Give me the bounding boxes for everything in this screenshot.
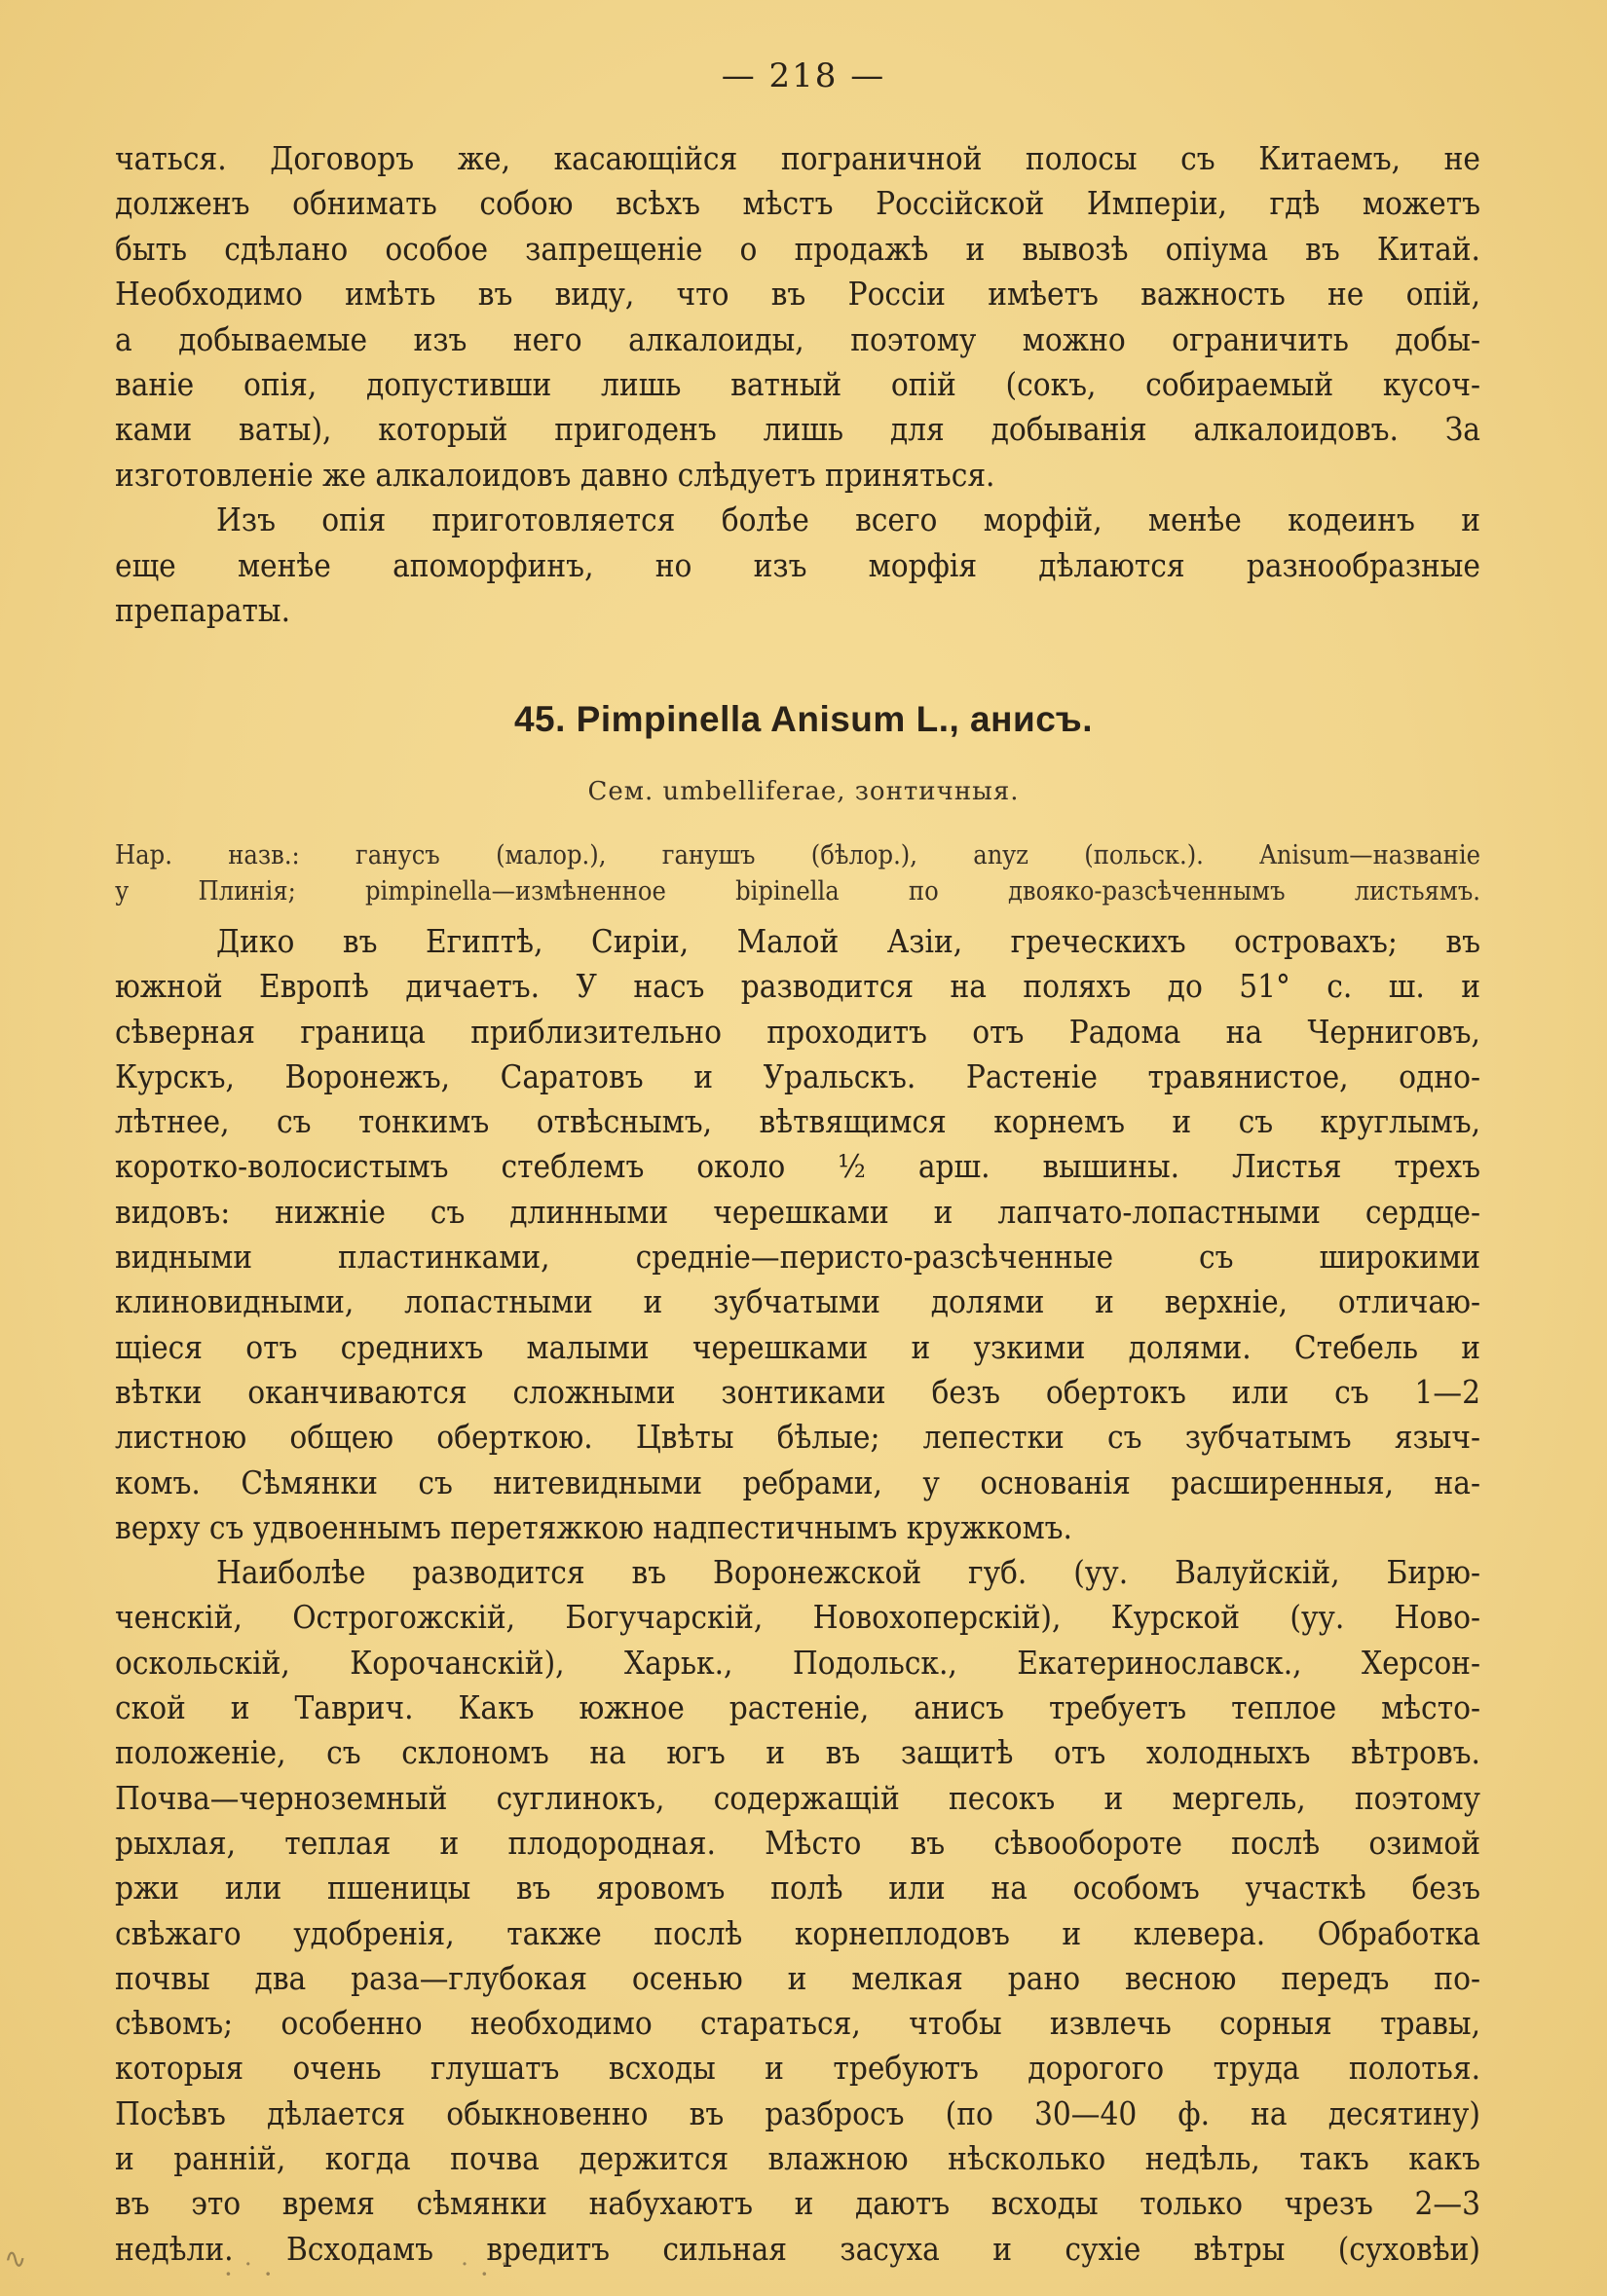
text-line: ками ваты), который пригоденъ лишь для добыванія алкалоидовъ. За [115, 410, 1480, 449]
text-line: чаться. Договоръ же, касающійся пограничной полосы съ Китаемъ, не [115, 139, 1480, 177]
plant-family: Сем. umbelliferae, зонтичныя. [587, 777, 1020, 806]
opium-text-block [115, 136, 1480, 633]
text-line: положеніе, съ склономъ на югъ и въ защитѣ отъ холодныхъ вѣтровъ. [115, 1733, 1480, 1772]
text-line: коротко-волосистымъ стеблемъ около ½ арш. вышины. Листья трехъ [115, 1147, 1480, 1186]
text-line: препараты. [115, 591, 291, 630]
text-line: видными пластинками, средніе—перисто-разсѣченные съ широкими [115, 1238, 1480, 1277]
common-names-line: Нар. назв.: ганусъ (малор.), ганушъ (бѣлор.), anyz (польск.). Anisum—названіе [115, 840, 1480, 870]
page-number: — 218 — [721, 56, 886, 95]
common-names-block [115, 837, 1480, 909]
text-line: Курскъ, Воронежъ, Саратовъ и Уральскъ. Растеніе травянистое, одно- [115, 1056, 1480, 1095]
text-line: быть сдѣлано особое запрещеніе о продажѣ и вывозѣ опіума въ Китай. [115, 229, 1480, 268]
text-line: сѣвомъ; особенно необходимо стараться, чтобы извлечь сорныя травы, [115, 2004, 1480, 2043]
text-line: щіеся отъ среднихъ малыми черешками и узкими долями. Стебель и [115, 1327, 1480, 1366]
text-line: южной Европѣ дичаетъ. У насъ разводится на поляхъ до 51° с. ш. и [115, 967, 1480, 1006]
section-title: 45. Pimpinella Anisum L., анисъ. [513, 699, 1094, 739]
text-line: долженъ обнимать собою всѣхъ мѣстъ Россійской Имперіи, гдѣ можетъ [115, 184, 1480, 223]
text-line: Посѣвъ дѣлается обыкновенно въ разбросъ (по 30—40 ф. на десятину) [115, 2093, 1480, 2132]
text-line: Необходимо имѣть въ виду, что въ Россіи имѣетъ важность не опій, [115, 275, 1480, 314]
text-line: Дико въ Египтѣ, Сиріи, Малой Азіи, греческихъ островахъ; въ [216, 922, 1480, 960]
text-line: видовъ: нижніе съ длинными черешками и лапчато-лопастными сердце- [115, 1192, 1480, 1231]
text-line: и ранній, когда почва держится влажною нѣсколько недѣль, такъ какъ [115, 2139, 1480, 2178]
common-names-line: у Плинія; pimpinella—измѣненное bipinella по двояко-разсѣченнымъ листьямъ. [115, 876, 1480, 907]
text-line: Почва—черноземный суглинокъ, содержащій песокъ и мергель, поэтому [115, 1778, 1480, 1817]
text-line: оскольскій, Корочанскій), Харьк., Подольск., Екатеринославск., Херсон- [115, 1643, 1480, 1682]
text-line: лѣтнее, съ тонкимъ отвѣснымъ, вѣтвящимся корнемъ и съ круглымъ, [115, 1102, 1480, 1141]
text-line: клиновидными, лопастными и зубчатыми долями и верхніе, отличаю- [115, 1282, 1480, 1321]
text-line: ваніе опія, допустивши лишь ватный опій (сокъ, собираемый кусоч- [115, 365, 1480, 404]
text-line: ржи или пшеницы въ яровомъ полѣ или на особомъ участкѣ безъ [115, 1869, 1480, 1907]
text-line: Наиболѣе разводится въ Воронежской губ. (уу. Валуйскій, Бирю- [216, 1553, 1480, 1592]
text-line: рыхлая, теплая и плодородная. Мѣсто въ сѣвообороте послѣ озимой [115, 1823, 1480, 1862]
text-line: Изъ опія приготовляется болѣе всего морфій, менѣе кодеинъ и [216, 500, 1480, 539]
text-line: свѣжаго удобренія, также послѣ корнеплодовъ и клевера. Обработка [115, 1913, 1480, 1952]
bleed-through-marks: ∿ · ˙ · ˙ · ˙ [4, 2242, 511, 2290]
text-line: листною общею оберткою. Цвѣты бѣлые; лепестки съ зубчатымъ языч- [115, 1418, 1480, 1457]
text-line: сѣверная граница приблизительно проходитъ отъ Радома на Черниговъ, [115, 1012, 1480, 1051]
text-line: ской и Таврич. Какъ южное растеніе, анисъ требуетъ теплое мѣсто- [115, 1688, 1480, 1727]
text-line: вѣтки оканчиваются сложными зонтиками безъ обертокъ или съ 1—2 [115, 1372, 1480, 1411]
text-line: верху съ удвоеннымъ перетяжкою надпестичнымъ кружкомъ. [115, 1507, 1072, 1546]
text-line: изготовленіе же алкалоидовъ давно слѣдуетъ приняться. [115, 455, 995, 494]
text-line: а добываемые изъ него алкалоиды, поэтому можно ограничить добы- [115, 319, 1480, 358]
anise-text-block [115, 919, 1480, 2272]
text-line: недѣли. Всходамъ вредитъ сильная засуха и сухіе вѣтры (суховѣи) [115, 2229, 1480, 2268]
text-line: въ это время сѣмянки набухаютъ и даютъ всходы только чрезъ 2—3 [115, 2184, 1480, 2223]
text-line: почвы два раза—глубокая осенью и мелкая рано весною передъ по- [115, 1958, 1480, 1997]
text-line: ченскій, Острогожскій, Богучарскій, Новохоперскій), Курской (уу. Ново- [115, 1598, 1480, 1637]
text-line: комъ. Сѣмянки съ нитевидными ребрами, у основанія расширенныя, на- [115, 1463, 1480, 1501]
text-line: еще менѣе апоморфинъ, но изъ морфія дѣлаются разнообразные [115, 545, 1480, 584]
text-line: которыя очень глушатъ всходы и требуютъ дорогого труда полотья. [115, 2049, 1480, 2088]
